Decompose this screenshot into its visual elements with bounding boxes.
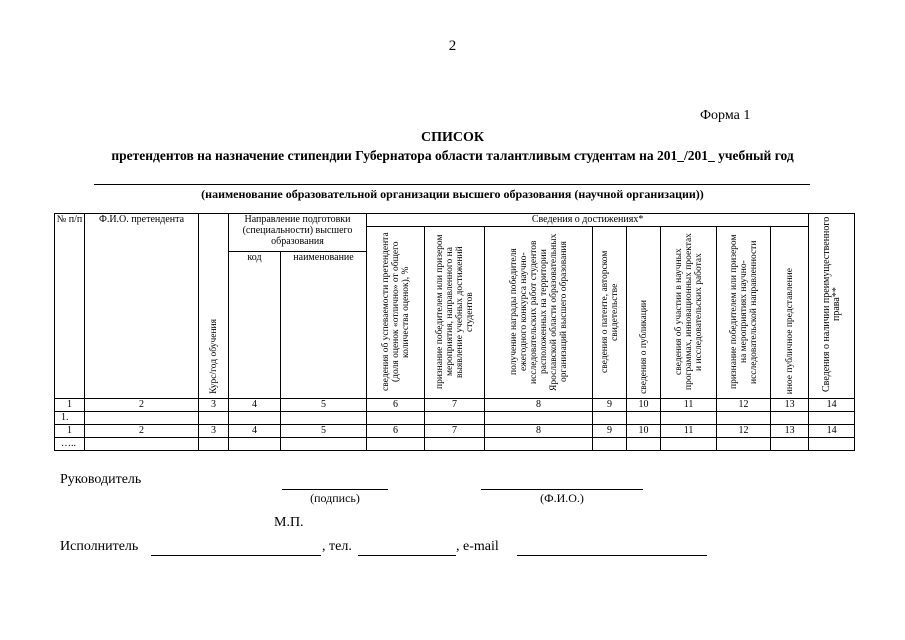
num-cell: 10 [627,425,661,438]
num-cell: 8 [485,425,593,438]
header-fio: Ф.И.О. претендента [85,214,199,399]
fio-line [481,489,643,490]
phone-line [358,555,456,556]
head-label: Руководитель [60,472,142,487]
header-a8: получение награды победителя ежегодного конкурса научно-исследовательских работ студентов расположенных на территории Ярославской области образовательных организаций высшего образования [485,227,593,399]
numbering-row [55,399,855,412]
signature-caption: (подпись) [310,491,360,505]
candidates-table [54,213,855,451]
table-row [55,438,855,451]
num-cell: 14 [809,399,855,412]
num-cell: 7 [425,425,485,438]
num-cell: 2 [85,399,199,412]
num-cell: 8 [485,399,593,412]
document-subtitle: претендентов на назначение стипендии Губернатора области талантливым студентам на 201_/201_ учебный год [111,148,794,163]
email-label: , e-mail [456,539,499,554]
num-cell: 5 [281,425,367,438]
table-row [55,412,855,425]
num-cell: 4 [229,399,281,412]
executor-label: Исполнитель [60,539,139,554]
num-cell: 6 [367,425,425,438]
num-cell: 1 [55,425,85,438]
num-cell: 9 [593,425,627,438]
num-cell: 10 [627,399,661,412]
executor-line [151,555,321,556]
num-cell: 11 [661,425,717,438]
org-name-caption: (наименование образовательной организации высшего образования (научной организации)) [201,187,704,201]
header-a10: сведения о публикации [627,227,661,399]
header-course: Курс/год обучения [199,214,229,399]
header-a13: иное публичное представление [771,227,809,399]
header-num: № п/п [55,214,85,399]
header-a9: сведения о патенте, авторском свидетельстве [593,227,627,399]
row-ellipsis: ….. [55,438,85,451]
num-cell: 3 [199,425,229,438]
header-a12: признание победителем или призером на мероприятиях научно-исследовательской направленности [717,227,771,399]
org-name-line [94,184,810,185]
header-a6: сведения об успеваемости претендента (доля оценок «отлично» от общего количества оценок), % [367,227,425,399]
num-cell: 5 [281,399,367,412]
row-number: 1. [55,412,85,425]
signature-line [282,489,388,490]
num-cell: 12 [717,399,771,412]
num-cell: 6 [367,399,425,412]
form-label: Форма 1 [700,108,751,123]
numbering-row [55,425,855,438]
num-cell: 14 [809,425,855,438]
header-a7: признание победителем или призером мероприятия, направленного на выявление учебных достижений студентов [425,227,485,399]
header-name: наименование [281,252,367,399]
page-number: 2 [448,38,457,54]
num-cell: 1 [55,399,85,412]
stamp-label: М.П. [274,515,304,530]
num-cell: 12 [717,425,771,438]
header-a11: сведения об участии в научных программах, инновационных проектах и исследовательских работах [661,227,717,399]
header-code: код [229,252,281,399]
header-a14: Сведения о наличии преимущественного права** [809,214,855,399]
num-cell: 13 [771,425,809,438]
document-title: СПИСОК [420,130,485,145]
num-cell: 4 [229,425,281,438]
num-cell: 3 [199,399,229,412]
phone-label: , тел. [322,539,352,554]
email-line [517,555,707,556]
header-achievements: Сведения о достижениях* [367,214,809,227]
num-cell: 13 [771,399,809,412]
num-cell: 7 [425,399,485,412]
num-cell: 9 [593,399,627,412]
header-direction: Направление подготовки (специальности) высшего образования [229,214,367,252]
fio-caption: (Ф.И.О.) [540,491,584,505]
num-cell: 11 [661,399,717,412]
num-cell: 2 [85,425,199,438]
